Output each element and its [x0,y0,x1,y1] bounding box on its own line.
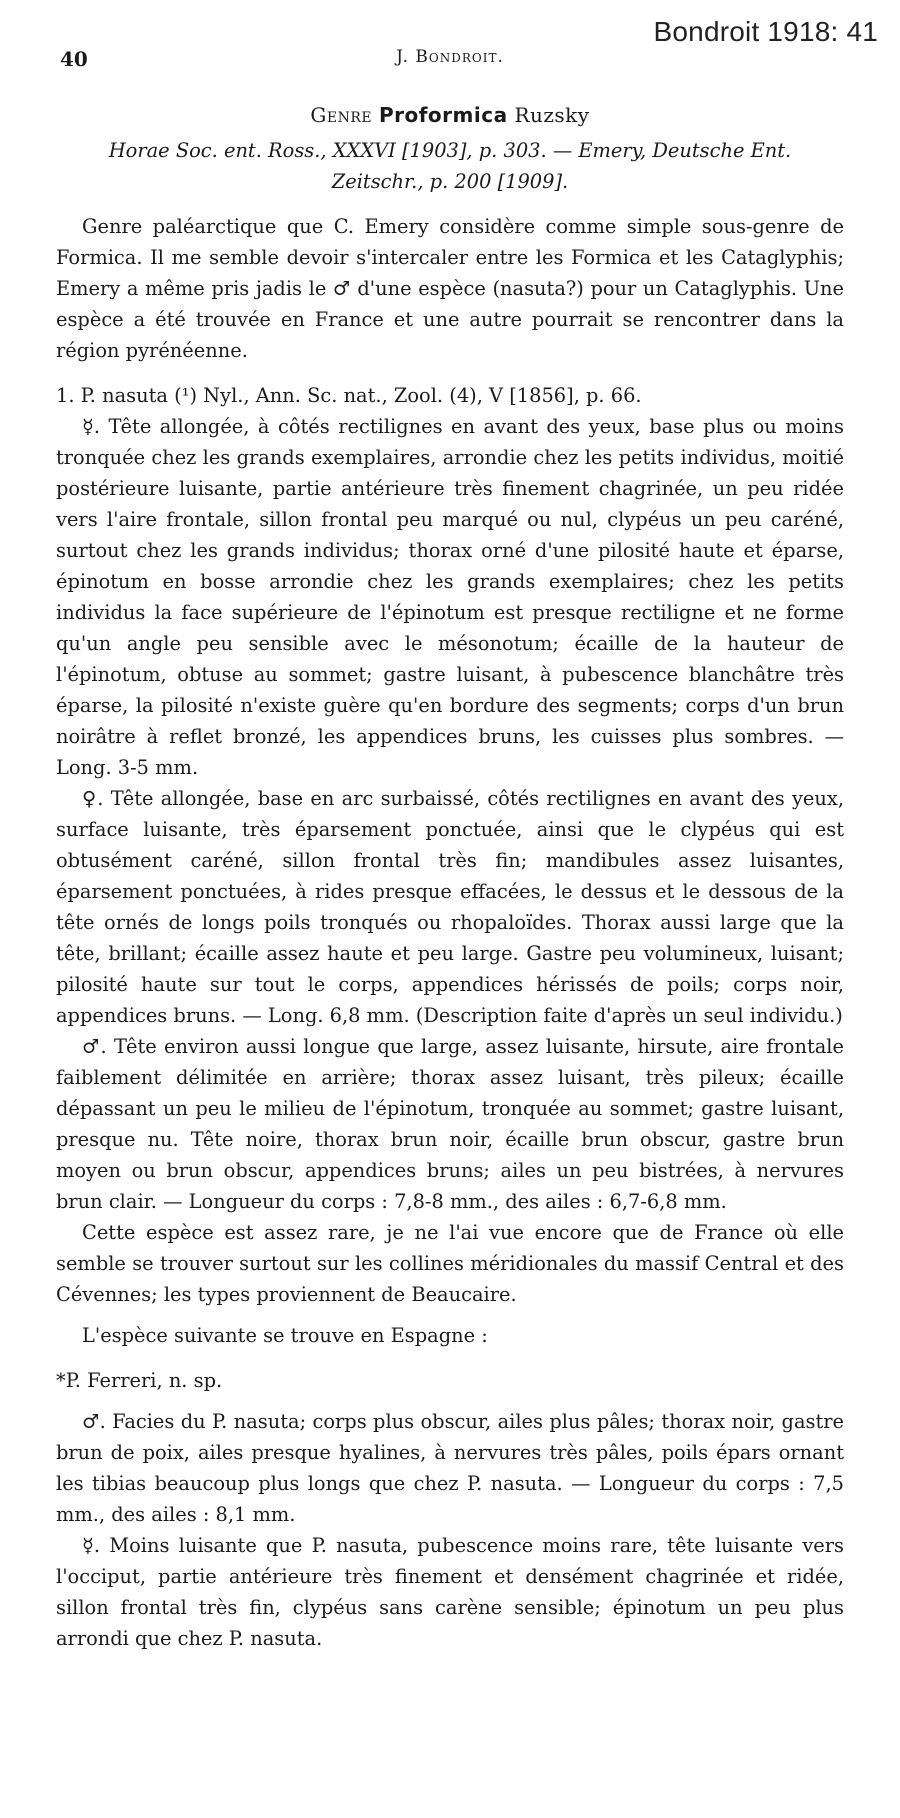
citation-stamp: Bondroit 1918: 41 [653,16,878,47]
species-2-worker-description: ☿. Moins luisante que P. nasuta, pubescence moins rare, tête luisante vers l'occiput, partie antérieure très finement et densément chagrinée et ridée, sillon frontal très fin, clypéus sans carène sensible; épinotum un peu plus arrondi que chez P. nasuta. [56,1534,844,1650]
running-head: J. Bondroit. [396,47,504,67]
transition-sentence: L'espèce suivante se trouve en Espagne : [82,1324,488,1347]
species-2-male-description: ♂. Facies du P. nasuta; corps plus obscur, ailes plus pâles; thorax noir, gastre brun de poix, ailes presque hyalines, à nervures très pâles, poils épars ornant les tibias beaucoup plus longs que chez P. nasuta. — Longueur du corps : 7,5 mm., des ailes : 8,1 mm. [56,1410,844,1526]
species-2-heading: *P. Ferreri, n. sp. [56,1369,223,1392]
species-1-worker-description: ☿. Tête allongée, à côtés rectilignes en avant des yeux, base plus ou moins tronquée chez les grands exemplaires, arrondie chez les petits individus, moitié postérieure luisante, partie antérieure très finement chagrinée, un peu ridée vers l'aire frontale, sillon frontal peu marqué ou nul, clypéus un peu caréné, surtout chez les grands individus; thorax orné d'une pilosité haute et éparse, épinotum en bosse arrondie chez les grands exemplaires; chez les petits individus la face supérieure de l'épinotum est presque rectiligne et ne forme qu'un angle peu sensible avec le mésonotum; écaille de la hauteur de l'épinotum, obtuse au sommet; gastre luisant, à pubescence blanchâtre très éparse, la pilosité n'existe guère qu'en bordure des segments; corps d'un brun noirâtre à reflet bronzé, les appendices bruns, les cuisses plus sombres. — Long. 3-5 mm. [56,415,844,779]
species-1-queen-description: ♀. Tête allongée, base en arc surbaissé, côtés rectilignes en avant des yeux, surface luisante, très éparsement ponctuée, ainsi que le clypéus qui est obtusément caréné, sillon frontal très fin; mandibules assez luisantes, éparsement ponctuées, à rides presque effacées, le dessus et le dessous de la tête ornés de longs poils tronqués ou rhopaloïdes. Thorax aussi large que la tête, brillant; écaille assez haute et peu large. Gastre peu volumineux, luisant; pilosité haute sur tout le corps, appendices hérissés de poils; corps noir, appendices bruns. — Long. 6,8 mm. (Description faite d'après un seul individu.) [56,787,844,1027]
page-number: 40 [60,47,88,71]
genus-citation-line-1: Horae Soc. ent. Ross., XXXVI [1903], p. 303. — Emery, Deutsche Ent. [108,139,792,162]
main-text [56,100,844,1654]
genus-name: Proformica [378,103,508,127]
genus-prefix: Genre [310,103,373,127]
species-1-distribution: Cette espèce est assez rare, je ne l'ai vue encore que de France où elle semble se trouver surtout sur les collines méridionales du massif Central et des Cévennes; les types proviennent de Beaucaire. [56,1221,844,1306]
species-1-heading: 1. P. nasuta (¹) Nyl., Ann. Sc. nat., Zool. (4), V [1856], p. 66. [56,384,642,407]
genus-citation-line-2: Zeitschr., p. 200 [1909]. [331,170,569,193]
intro-paragraph: Genre paléarctique que C. Emery considère comme simple sous-genre de Formica. Il me semble devoir s'intercaler entre les Formica et les Cataglyphis; Emery a même pris jadis le ♂ d'une espèce (nasuta?) pour un Cataglyphis. Une espèce a été trouvée en France et une autre pourrait se rencontrer dans la région pyrénéenne. [56,215,844,362]
species-1-male-description: ♂. Tête environ aussi longue que large, assez luisante, hirsute, aire frontale faiblement délimitée en arrière; thorax assez luisant, très pileux; écaille dépassant un peu le milieu de l'épinotum, tronquée au sommet; gastre luisant, presque nu. Tête noire, thorax brun noir, écaille brun obscur, gastre brun moyen ou brun obscur, appendices bruns; ailes un peu bistrées, à nervures brun clair. — Longueur du corps : 7,8-8 mm., des ailes : 6,7-6,8 mm. [56,1035,844,1213]
genus-author: Ruzsky [514,103,590,127]
genus-heading [56,100,844,131]
